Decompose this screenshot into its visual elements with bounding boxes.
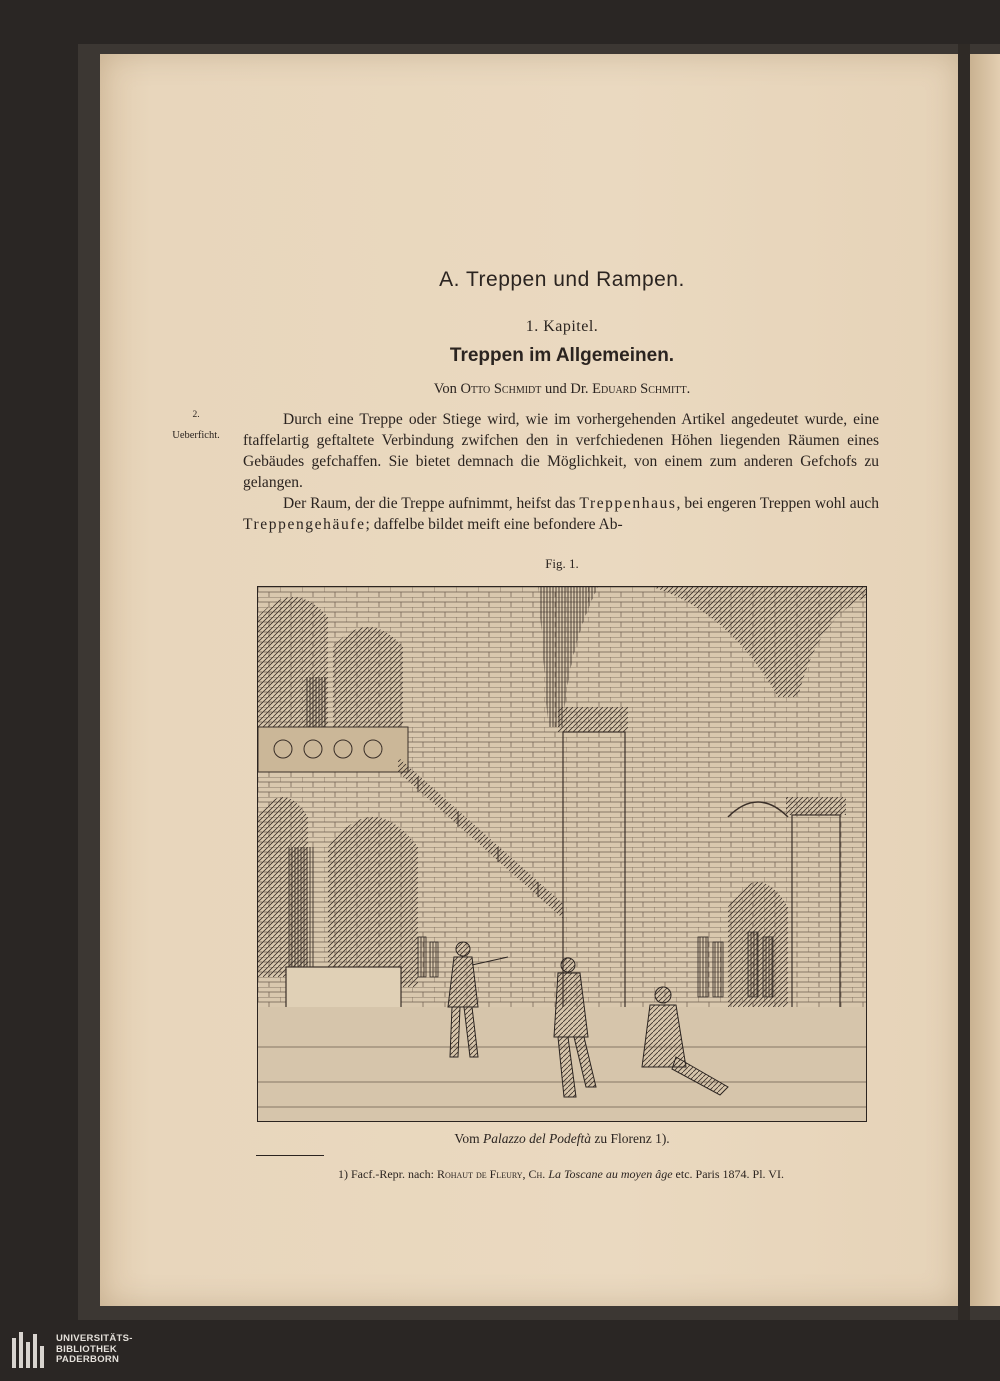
margin-label: Ueberficht. xyxy=(172,430,220,441)
logo-line-3: PADERBORN xyxy=(56,1354,120,1366)
paragraph-2-part-c: ; daffelbe bildet meift eine befondere Ab- xyxy=(365,516,623,533)
footnote-part-b: etc. Paris 1874. Pl. VI. xyxy=(675,1167,784,1181)
courtyard-engraving-image xyxy=(258,587,866,1121)
logo-line-1: UNIVERSITÄTS- xyxy=(56,1333,133,1345)
footnote xyxy=(243,1167,879,1182)
paragraph-2-part-a: Der Raum, der die Treppe aufnimmt, heifst das xyxy=(283,495,576,512)
footnote-part-a: Facf.-Repr. nach: xyxy=(351,1167,434,1181)
term-treppengehaeuse: Treppengehäufe xyxy=(243,516,366,533)
authors-line xyxy=(262,381,862,398)
body-text xyxy=(243,409,879,535)
caption-part-a: Vom xyxy=(454,1131,480,1146)
paragraph-1: Durch eine Treppe oder Stiege wird, wie im vorhergehenden Artikel angedeutet wurde, eine ftaffelartig geftaltete Verbindung zwifchen den in verfchiedenen Höhen liegenden Räumen eines Gebäudes gefchaffen. Sie bietet demnach die Möglichkeit, von einem zum anderen Gefchofs zu gelangen. xyxy=(243,411,879,491)
section-title: A. Treppen und Rampen. xyxy=(439,268,685,291)
footnote-marker: 1) xyxy=(338,1167,348,1181)
figure-caption xyxy=(262,1131,862,1147)
footnote-title: La Toscane au moyen âge xyxy=(548,1167,673,1181)
book-gutter xyxy=(958,44,970,1320)
chapter-title: Treppen im Allgemeinen. xyxy=(449,345,675,366)
margin-number: 2. xyxy=(192,410,200,420)
authors-prefix: Von xyxy=(433,381,457,397)
caption-italic: Palazzo del Podeftà xyxy=(482,1131,591,1146)
footnote-author: Rohaut de Fleury, Ch. xyxy=(436,1167,546,1181)
author-1: Otto Schmidt xyxy=(460,381,542,397)
chapter-number: 1. Kapitel. xyxy=(525,318,599,335)
caption-part-b: zu Florenz xyxy=(594,1131,652,1146)
caption-footnote-ref: 1). xyxy=(655,1131,670,1146)
paragraph-2-part-b: , bei engeren Treppen wohl auch xyxy=(676,495,879,512)
paragraph-2 xyxy=(243,493,879,535)
figure-label: Fig. 1. xyxy=(545,556,579,571)
library-logo-icon xyxy=(12,1332,48,1368)
figure-engraving xyxy=(257,586,867,1122)
term-treppenhaus: Treppenhaus xyxy=(579,495,677,512)
logo-line-2: BIBLIOTHEK xyxy=(56,1343,118,1355)
library-logo-text xyxy=(56,1334,133,1366)
authors-joiner: und Dr. xyxy=(545,381,589,397)
author-2: Eduard Schmitt. xyxy=(592,381,691,397)
footnote-rule xyxy=(256,1155,324,1156)
library-logo xyxy=(0,1330,133,1370)
facing-page-edge xyxy=(970,54,1000,1306)
